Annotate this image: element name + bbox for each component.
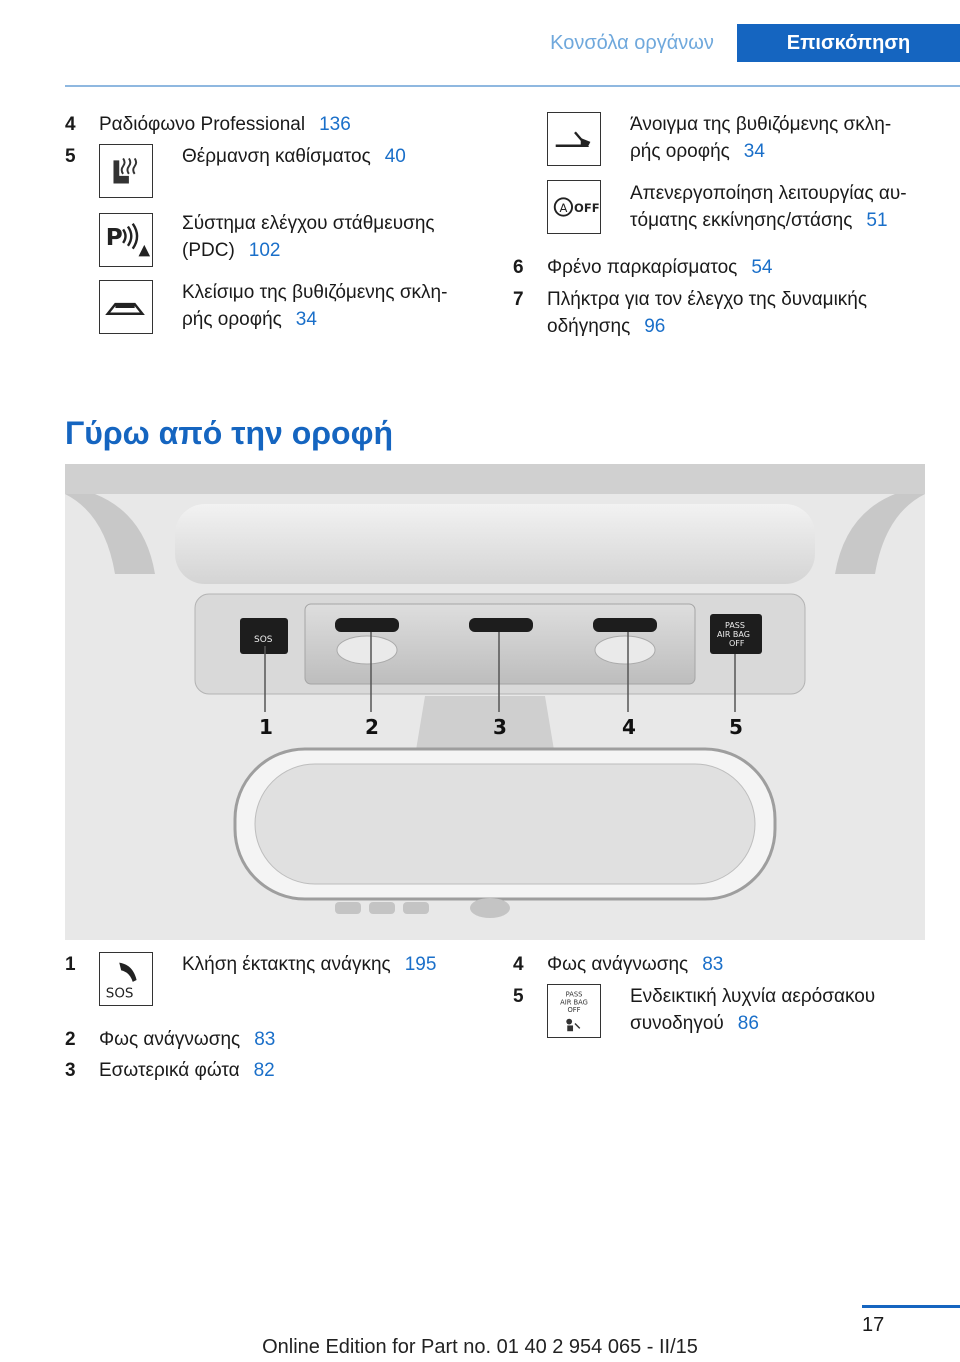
list-item — [65, 279, 485, 339]
list-item — [513, 983, 933, 1043]
item-text: Θέρμανση καθίσματος — [182, 146, 371, 167]
header-section-title: Κονσόλα οργάνων — [550, 32, 714, 54]
page-ref-link[interactable]: 83 — [702, 954, 724, 975]
roof-open-icon — [547, 112, 601, 166]
page-ref-link[interactable]: 54 — [751, 257, 773, 278]
list-item — [513, 180, 933, 240]
page-ref-link[interactable]: 40 — [384, 146, 406, 167]
callout-label: 4 — [622, 715, 636, 739]
pdc-icon — [99, 213, 153, 267]
sos-call-icon — [99, 952, 153, 1006]
page-ref-link[interactable]: 51 — [866, 210, 888, 231]
airbag-light-label: AIR BAG — [717, 630, 750, 639]
page-ref-link[interactable]: 96 — [644, 316, 666, 337]
item-text: ρής οροφής — [182, 309, 282, 330]
item-text: Ραδιόφωνο Professional — [99, 114, 306, 135]
footer-rule — [862, 1305, 960, 1308]
list-item — [513, 286, 933, 346]
seat-heating-icon — [99, 144, 153, 198]
airbag-light-label: OFF — [729, 639, 745, 648]
item-text: Εσωτερικά φώτα — [99, 1060, 240, 1081]
list-item — [65, 210, 485, 270]
footer-edition: Online Edition for Part no. 01 40 2 954 065 - II/15 — [262, 1336, 698, 1358]
item-number: 4 — [65, 114, 76, 135]
callout-label: 3 — [493, 715, 507, 739]
passenger-airbag-off-icon — [547, 984, 601, 1038]
overhead-console-illustration — [65, 464, 925, 940]
page-ref-link[interactable]: 34 — [743, 141, 765, 162]
item-number: 4 — [513, 954, 524, 975]
item-text: Απενεργοποίηση λειτουργίας αυ- — [630, 183, 907, 204]
item-text: Κλήση έκτακτης ανάγκης — [182, 954, 391, 975]
airbag-icon-text: OFF — [567, 1005, 581, 1014]
header-rule — [65, 85, 960, 87]
page-header — [0, 24, 960, 62]
section-heading: Γύρω από την οροφή — [65, 415, 394, 451]
page-ref-link[interactable]: 136 — [319, 114, 351, 135]
airbag-icon-text: PASS — [565, 990, 583, 999]
item-number: 3 — [65, 1060, 76, 1081]
item-number: 7 — [513, 289, 524, 310]
sos-button-label: SOS — [254, 635, 273, 645]
item-text: ρής οροφής — [630, 141, 730, 162]
item-number: 1 — [65, 954, 76, 975]
page-ref-link[interactable]: 102 — [248, 240, 281, 261]
page-ref-link[interactable]: 195 — [404, 954, 437, 975]
item-text: Ενδεικτική λυχνία αερόσακου — [630, 986, 876, 1007]
page-ref-link[interactable]: 82 — [253, 1060, 275, 1081]
item-text: Κλείσιμο της βυθιζόμενης σκλη- — [182, 282, 448, 303]
roof-close-icon — [99, 280, 153, 334]
item-text: τόματης εκκίνησης/στάσης — [630, 210, 853, 231]
callout-label: 2 — [365, 715, 379, 739]
item-number: 2 — [65, 1029, 76, 1050]
list-item — [65, 143, 485, 203]
item-number: 6 — [513, 257, 524, 278]
page-ref-link[interactable]: 83 — [254, 1029, 276, 1050]
item-text: Φως ανάγνωσης — [547, 954, 689, 975]
list-item — [513, 111, 933, 171]
item-text: Φρένο παρκαρίσματος — [547, 257, 738, 278]
callout-label: 5 — [729, 715, 743, 739]
page-ref-link[interactable]: 34 — [295, 309, 317, 330]
item-text: (PDC) — [182, 240, 235, 261]
item-text: οδήγησης — [547, 316, 631, 337]
item-number: 5 — [513, 986, 524, 1007]
page-number: 17 — [862, 1314, 885, 1336]
airbag-icon-text: AIR BAG — [560, 998, 588, 1007]
airbag-light-label: PASS — [725, 621, 745, 630]
svg-text:A: A — [559, 200, 568, 215]
list-item — [65, 951, 485, 1013]
svg-text:OFF: OFF — [574, 200, 600, 215]
sos-icon-text: SOS — [105, 985, 134, 1002]
header-tab: Επισκόπηση — [737, 24, 960, 62]
item-text: Πλήκτρα για τον έλεγχο της δυναμικής — [547, 289, 868, 310]
item-text: Φως ανάγνωσης — [99, 1029, 241, 1050]
item-text: Άνοιγμα της βυθιζόμενης σκλη- — [630, 114, 892, 135]
page-ref-link[interactable]: 86 — [737, 1013, 759, 1034]
callout-label: 1 — [259, 715, 273, 739]
item-number: 5 — [65, 146, 76, 167]
auto-start-stop-off-icon — [547, 180, 601, 234]
item-text: συνοδηγού — [630, 1013, 724, 1034]
item-text: Σύστημα ελέγχου στάθμευσης — [182, 213, 435, 234]
svg-text:P: P — [105, 224, 123, 251]
